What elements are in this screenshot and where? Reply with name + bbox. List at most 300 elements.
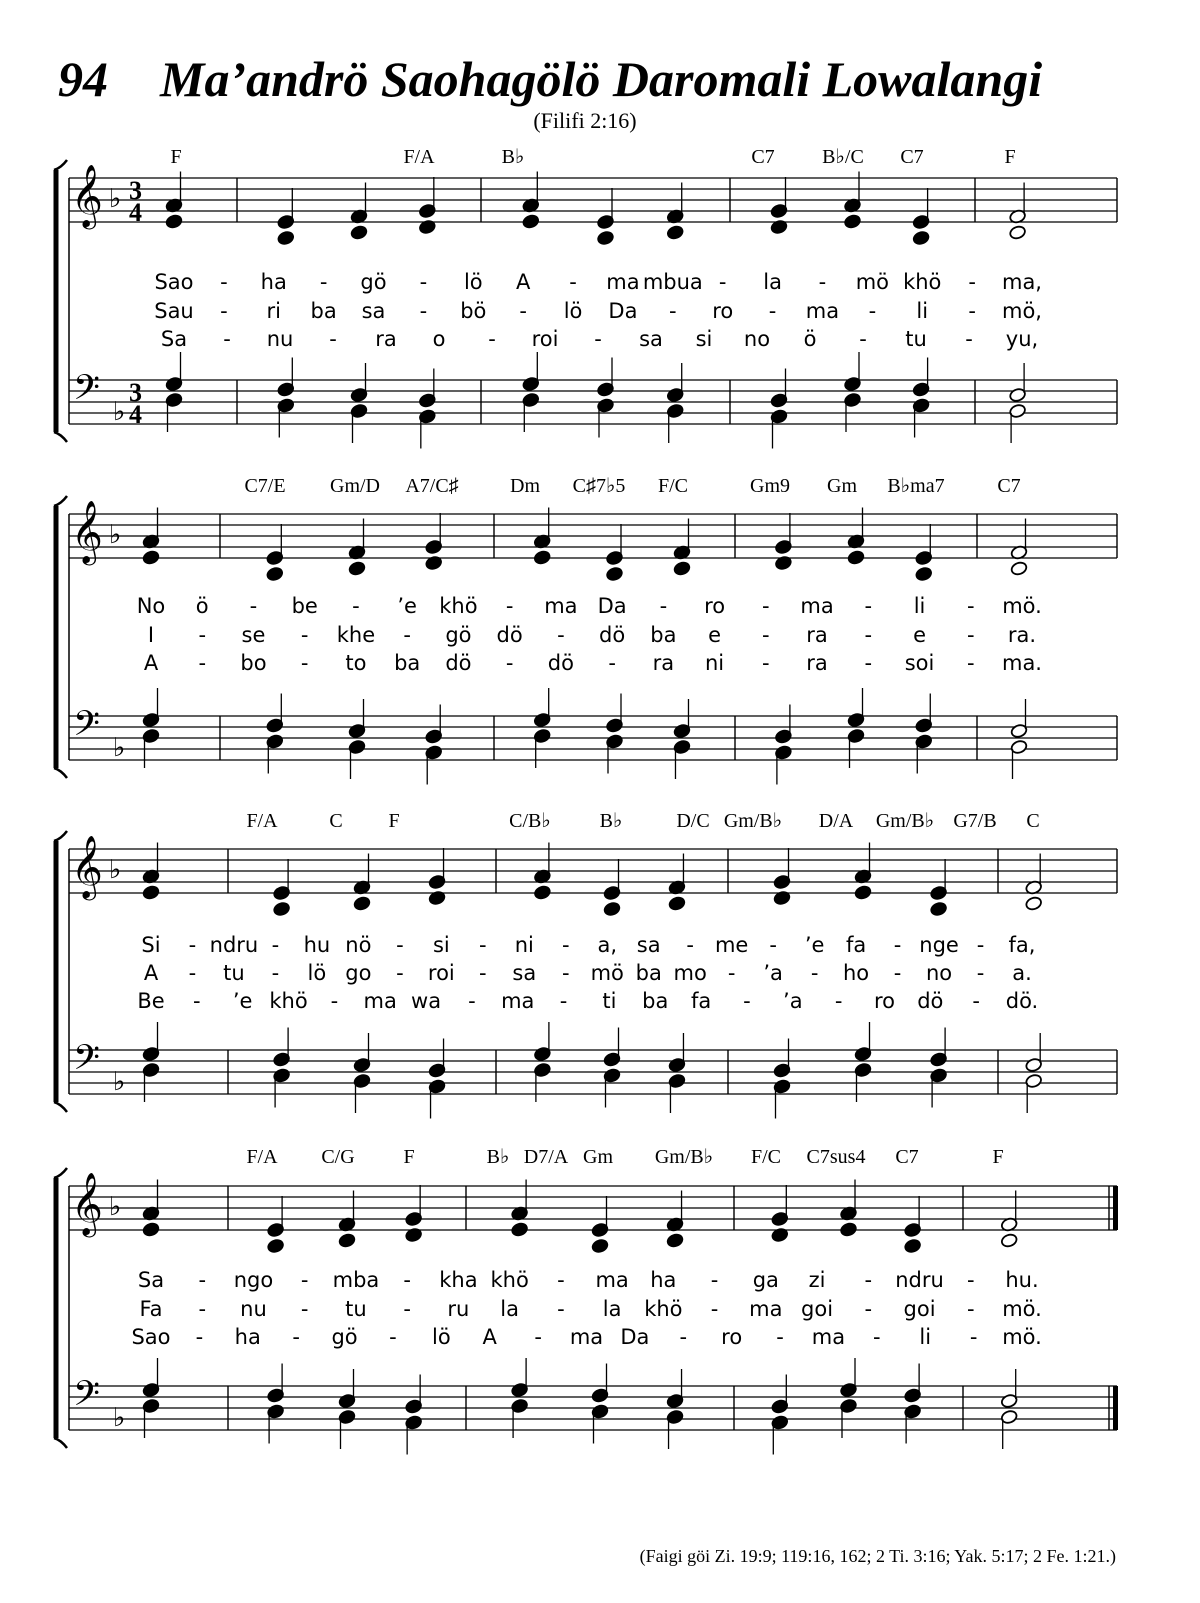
lyric-syllable: ga — [752, 1268, 779, 1292]
lyric-hyphen: - — [419, 299, 428, 323]
lyric-syllable: ha — [260, 270, 287, 294]
chord-symbol: Dm — [510, 475, 540, 497]
lyric-hyphen: - — [966, 623, 975, 647]
lyric-syllable: to — [345, 651, 367, 675]
lyric-syllable: si — [432, 933, 450, 957]
bracket-top — [54, 496, 67, 506]
chord-symbol: C/B♭ — [509, 810, 551, 832]
lyric-syllable: yu, — [1005, 327, 1039, 351]
lyric-syllable: ro — [721, 1325, 743, 1349]
lyric-hyphen: - — [769, 933, 777, 957]
lyric-syllable: ru — [447, 1297, 470, 1321]
notehead — [267, 1238, 285, 1253]
lyric-syllable: ’e — [397, 594, 417, 618]
time-signature-numerator: 3 — [129, 176, 142, 205]
flat-key-signature-icon: ♭ — [109, 184, 122, 214]
lyric-hyphen: - — [300, 651, 309, 675]
lyric-syllable: lö — [563, 299, 583, 323]
chord-symbol: A7/C♯ — [405, 475, 459, 497]
lyric-hyphen: - — [718, 270, 727, 294]
lyric-syllable: ba — [642, 989, 669, 1013]
lyric-syllable: sa — [512, 961, 537, 985]
lyric-syllable: ma, — [1001, 270, 1043, 294]
lyric-syllable: mö. — [1002, 1325, 1042, 1349]
scripture-reference: (Filifi 2:16) — [533, 108, 637, 133]
lyric-syllable: Si — [141, 933, 161, 957]
lyric-syllable: ma — [749, 1297, 783, 1321]
lyric-syllable: A — [143, 651, 159, 675]
lyric-syllable: mö. — [1002, 594, 1042, 618]
notehead — [844, 214, 862, 229]
lyric-syllable: sa — [639, 327, 663, 351]
lyric-hyphen: - — [864, 594, 873, 618]
lyric-syllable: gö — [331, 1325, 358, 1349]
lyric-hyphen: - — [292, 1325, 300, 1349]
lyric-hyphen: - — [669, 299, 677, 323]
lyric-syllable: li — [913, 594, 926, 618]
notehead — [165, 214, 183, 229]
treble-clef-icon: 𝄞 — [71, 164, 103, 227]
lyric-syllable: Da — [597, 594, 627, 618]
chord-symbol: Gm/B♭ — [875, 810, 935, 832]
lyric-hyphen: - — [968, 299, 976, 323]
lyric-syllable: mö, — [1002, 299, 1042, 323]
treble-staff — [69, 1172, 1118, 1254]
notehead — [666, 225, 684, 240]
lyric-syllable: Sao — [131, 1325, 171, 1349]
lyric-syllable: o — [432, 327, 446, 351]
lyric-syllable: se — [241, 623, 266, 647]
lyric-hyphen: - — [868, 299, 877, 323]
flat-key-signature-icon: ♭ — [113, 1403, 126, 1433]
lyric-hyphen: - — [966, 1268, 975, 1292]
lyric-hyphen: - — [864, 651, 873, 675]
bass-staff — [69, 352, 1117, 449]
lyric-syllable: go — [345, 961, 372, 985]
lyric-syllable: zi — [808, 1268, 826, 1292]
lyric-hyphen: - — [727, 961, 736, 985]
lyric-hyphen: - — [966, 594, 975, 618]
bass-clef-icon: 𝄢 — [73, 703, 101, 752]
notehead — [273, 901, 291, 916]
lyric-syllable: ma — [606, 270, 640, 294]
lyric-syllable: no — [743, 327, 771, 351]
lyric-syllable: Sao — [154, 270, 194, 294]
notehead — [142, 1222, 160, 1237]
final-barline-thick — [1113, 1386, 1118, 1430]
bracket-bottom — [54, 432, 67, 442]
lyric-syllable: sa — [361, 299, 386, 323]
lyric-hyphen: - — [319, 270, 328, 294]
lyric-hyphen: - — [873, 1325, 881, 1349]
lyric-hyphen: - — [608, 651, 616, 675]
verse-3-lyrics — [137, 989, 1038, 1013]
notehead — [847, 550, 865, 565]
lyric-hyphen: - — [864, 623, 873, 647]
lyric-syllable: roi — [427, 961, 455, 985]
notehead — [603, 901, 621, 916]
final-barline-thick — [1113, 1186, 1118, 1230]
lyric-syllable: la — [500, 1297, 519, 1321]
lyric-syllable: dö — [599, 623, 626, 647]
lyric-hyphen: - — [976, 933, 985, 957]
chord-symbol: C — [1026, 810, 1040, 832]
lyric-syllable: ra — [652, 651, 675, 675]
lyric-hyphen: - — [965, 327, 973, 351]
lyric-hyphen: - — [403, 623, 411, 647]
lyric-hyphen: - — [403, 1268, 411, 1292]
chord-symbol: C7 — [997, 475, 1021, 497]
lyric-hyphen: - — [659, 594, 668, 618]
lyric-syllable: nu — [240, 1297, 267, 1321]
chord-symbol: F/C — [750, 1146, 782, 1168]
treble-clef-icon: 𝄞 — [71, 1172, 103, 1235]
system-4 — [54, 1146, 1118, 1455]
lyric-syllable: ndru — [209, 933, 259, 957]
notehead — [912, 230, 930, 245]
lyric-hyphen: - — [403, 1297, 411, 1321]
lyric-syllable: ma — [544, 594, 578, 618]
lyric-syllable: e — [913, 623, 926, 647]
lyric-syllable: dö — [445, 651, 472, 675]
chord-symbol: C7 — [895, 1146, 919, 1168]
footer-references: (Faigi göi Zi. 19:9; 119:16, 162; 2 Ti. 3:16; Yak. 5:17; 2 Fe. 1:21.) — [639, 1546, 1116, 1566]
hymn-number: 94 — [58, 51, 108, 107]
lyric-hyphen: - — [195, 1325, 204, 1349]
bracket-top — [54, 160, 67, 170]
lyric-syllable: khö — [644, 1297, 683, 1321]
lyric-hyphen: - — [859, 327, 867, 351]
lyric-hyphen: - — [969, 1325, 978, 1349]
lyric-hyphen: - — [893, 961, 902, 985]
verse-1-lyrics — [141, 933, 1035, 957]
lyric-hyphen: - — [594, 327, 602, 351]
flat-key-signature-icon: ♭ — [113, 1067, 126, 1097]
verse-2-lyrics — [154, 299, 1042, 323]
lyric-syllable: ra — [806, 623, 828, 647]
notehead — [840, 1222, 858, 1237]
lyric-syllable: ma — [805, 299, 840, 323]
lyric-syllable: dö — [496, 623, 523, 647]
lyric-hyphen: - — [396, 961, 404, 985]
lyric-syllable: A — [515, 270, 531, 294]
lyric-hyphen: - — [389, 1325, 397, 1349]
chord-symbol: Gm/B♭ — [654, 1146, 714, 1168]
bass-clef-icon: 𝄢 — [73, 367, 101, 416]
notehead — [511, 1222, 529, 1237]
notehead — [606, 566, 624, 581]
chord-symbol: F/A — [246, 1146, 278, 1168]
lyric-syllable: dö — [547, 651, 574, 675]
lyric-syllable: no — [925, 961, 953, 985]
lyric-syllable: Da — [608, 299, 638, 323]
lyric-syllable: ba — [650, 623, 677, 647]
lyric-hyphen: - — [220, 299, 228, 323]
lyric-syllable: roi — [531, 327, 559, 351]
lyric-hyphen: - — [505, 594, 514, 618]
lyric-syllable: hu. — [1005, 1268, 1039, 1292]
lyric-syllable: a, — [597, 933, 618, 957]
lyric-syllable: fa — [690, 989, 712, 1013]
bracket-bottom — [54, 768, 67, 778]
lyric-hyphen: - — [557, 1268, 565, 1292]
lyric-hyphen: - — [271, 961, 280, 985]
lyric-syllable: tu — [223, 961, 245, 985]
notehead — [142, 885, 160, 900]
lyric-syllable: ma. — [1001, 651, 1043, 675]
notehead — [522, 214, 540, 229]
lyric-hyphen: - — [762, 623, 770, 647]
lyric-syllable: mö — [855, 270, 890, 294]
chord-symbol: C7/E — [244, 475, 286, 497]
notehead — [597, 230, 615, 245]
flat-key-signature-icon: ♭ — [109, 1192, 122, 1222]
lyric-syllable: lö — [463, 270, 483, 294]
lyric-hyphen: - — [762, 651, 770, 675]
lyric-hyphen: - — [818, 270, 827, 294]
treble-staff — [69, 500, 1117, 582]
time-signature-denominator: 4 — [129, 400, 142, 429]
lyric-syllable: mö — [590, 961, 624, 985]
chord-symbol: F — [388, 810, 400, 832]
lyric-syllable: goi — [801, 1297, 834, 1321]
lyric-syllable: la — [602, 1297, 622, 1321]
lyric-hyphen: - — [768, 299, 777, 323]
lyric-syllable: ni — [705, 651, 725, 675]
notehead — [348, 561, 366, 576]
notehead — [1000, 1233, 1018, 1248]
lyric-syllable: wa — [411, 989, 442, 1013]
lyric-syllable: Da — [620, 1325, 650, 1349]
notehead — [668, 896, 686, 911]
notehead — [533, 885, 551, 900]
lyric-syllable: ra. — [1007, 623, 1037, 647]
lyric-syllable: ro — [873, 989, 895, 1013]
lyric-hyphen: - — [198, 1297, 207, 1321]
lyric-hyphen: - — [864, 1268, 873, 1292]
lyric-syllable: ö — [803, 327, 817, 351]
lyric-syllable: ti — [602, 989, 617, 1013]
lyric-syllable: Sa — [137, 1268, 165, 1292]
chord-symbol: Gm/D — [330, 475, 380, 497]
lyric-syllable: ’e — [804, 933, 825, 957]
lyric-syllable: tu — [345, 1297, 367, 1321]
time-signature-numerator: 3 — [129, 378, 142, 407]
lyric-syllable: li — [916, 299, 929, 323]
notehead — [533, 550, 551, 565]
chord-symbol: F/C — [657, 475, 689, 497]
verse-2-lyrics — [139, 1297, 1041, 1321]
lyric-hyphen: - — [220, 270, 228, 294]
lyric-syllable: I — [147, 623, 155, 647]
lyric-syllable: e — [708, 623, 722, 647]
lyric-syllable: ro — [712, 299, 734, 323]
lyric-hyphen: - — [468, 989, 476, 1013]
lyric-hyphen: - — [198, 651, 207, 675]
system-2 — [54, 475, 1117, 785]
chord-symbol: B♭ — [486, 1146, 510, 1168]
lyric-syllable: Sa — [160, 327, 188, 351]
lyric-hyphen: - — [743, 989, 751, 1013]
lyric-syllable: ba — [635, 961, 662, 985]
bracket-bottom — [54, 1438, 67, 1448]
lyric-syllable: mbua — [642, 270, 703, 294]
lyric-hyphen: - — [488, 327, 496, 351]
lyric-syllable: ndru — [895, 1268, 944, 1292]
notehead — [854, 885, 872, 900]
chord-symbol: B♭ — [501, 146, 525, 168]
hymn-title: Ma’andrö Saohagölö Daromali Lowalangi — [160, 51, 1043, 107]
time-signature-denominator: 4 — [129, 198, 142, 227]
chord-symbol: Gm — [583, 1146, 613, 1168]
system-3 — [54, 810, 1117, 1119]
chord-symbol: F — [403, 1146, 415, 1168]
lyric-hyphen: - — [710, 1268, 719, 1292]
lyric-syllable: ma — [363, 989, 397, 1013]
chord-symbol: F/A — [403, 146, 435, 168]
lyric-syllable: A — [482, 1325, 497, 1349]
lyric-syllable: khö — [490, 1268, 529, 1292]
lyric-hyphen: - — [300, 1268, 309, 1292]
chord-symbol: F — [992, 1146, 1004, 1168]
lyric-syllable: soi — [904, 651, 935, 675]
notehead — [930, 901, 948, 916]
lyric-syllable: fa — [845, 933, 867, 957]
lyric-syllable: gö — [445, 623, 472, 647]
lyric-syllable: li — [919, 1325, 932, 1349]
chord-symbol: F — [1004, 146, 1016, 168]
lyric-hyphen: - — [188, 961, 197, 985]
notehead — [266, 566, 284, 581]
lyric-hyphen: - — [972, 989, 980, 1013]
notehead — [591, 1238, 609, 1253]
treble-staff — [69, 164, 1117, 246]
lyric-hyphen: - — [569, 270, 577, 294]
lyric-hyphen: - — [396, 933, 404, 957]
chord-symbol: Gm/B♭ — [723, 810, 783, 832]
lyric-syllable: ho — [843, 961, 870, 985]
lyric-syllable: dö. — [1005, 989, 1039, 1013]
chord-symbol: C/G — [321, 1146, 355, 1168]
lyric-hyphen: - — [776, 1325, 784, 1349]
verse-3-lyrics — [144, 651, 1042, 675]
lyric-hyphen: - — [976, 961, 985, 985]
lyric-syllable: ma — [569, 1325, 604, 1349]
lyric-syllable: ri — [266, 299, 281, 323]
chord-symbol: Gm — [827, 475, 857, 497]
chord-symbol: C7sus4 — [806, 1146, 866, 1168]
lyric-syllable: sa — [636, 933, 661, 957]
lyric-syllable: ra — [375, 327, 397, 351]
treble-clef-icon: 𝄞 — [71, 500, 103, 563]
notehead — [277, 230, 295, 245]
lyric-syllable: Be — [137, 989, 165, 1013]
chord-symbol: D/C — [676, 810, 710, 832]
lyric-syllable: ro — [704, 594, 726, 618]
lyric-syllable: ma — [501, 989, 535, 1013]
lyric-syllable: fa, — [1008, 933, 1036, 957]
lyric-syllable: dö — [917, 989, 944, 1013]
lyric-syllable: ni — [514, 933, 534, 957]
notehead — [666, 1233, 684, 1248]
flat-key-signature-icon: ♭ — [113, 733, 126, 763]
lyric-hyphen: - — [352, 594, 360, 618]
lyric-hyphen: - — [479, 961, 487, 985]
chord-symbol: F — [170, 146, 182, 168]
chord-symbol: F/A — [246, 810, 278, 832]
lyric-hyphen: - — [198, 1268, 207, 1292]
lyric-hyphen: - — [762, 594, 770, 618]
lyric-hyphen: - — [419, 270, 428, 294]
lyric-hyphen: - — [534, 1325, 542, 1349]
lyric-syllable: goi — [903, 1297, 936, 1321]
bass-clef-icon: 𝄢 — [73, 1373, 101, 1422]
lyric-syllable: khe — [336, 623, 376, 647]
bass-clef-icon: 𝄢 — [73, 1037, 101, 1086]
lyric-hyphen: - — [198, 623, 207, 647]
lyric-hyphen: - — [966, 1297, 975, 1321]
bass-staff — [69, 688, 1117, 785]
verse-3-lyrics — [131, 1325, 1041, 1349]
lyric-syllable: ’e — [232, 989, 253, 1013]
lyric-syllable: tu — [905, 327, 927, 351]
lyric-syllable: No — [136, 594, 166, 618]
lyric-syllable: Sau — [154, 299, 194, 323]
lyric-syllable: kha — [439, 1268, 478, 1292]
chord-symbol: D7/A — [523, 1146, 569, 1168]
lyric-syllable: si — [695, 327, 713, 351]
verse-2-lyrics — [148, 623, 1036, 647]
verse-1-lyrics — [154, 270, 1042, 294]
notehead — [1025, 896, 1043, 911]
lyric-hyphen: - — [561, 933, 570, 957]
lyric-syllable: nge — [919, 933, 959, 957]
flat-key-signature-icon: ♭ — [109, 855, 122, 885]
lyric-syllable: hu — [303, 933, 331, 957]
lyric-syllable: ma — [811, 1325, 846, 1349]
lyric-hyphen: - — [300, 1297, 309, 1321]
lyric-syllable: mö. — [1002, 1297, 1042, 1321]
lyric-syllable: bo — [240, 651, 267, 675]
chord-symbol: G7/B — [953, 810, 997, 832]
lyric-hyphen: - — [223, 327, 231, 351]
bracket-top — [54, 1168, 67, 1178]
verse-2-lyrics — [144, 961, 1032, 985]
lyric-syllable: la — [763, 270, 782, 294]
lyric-hyphen: - — [966, 651, 975, 675]
notehead — [915, 566, 933, 581]
lyric-syllable: me — [714, 933, 749, 957]
lyric-syllable: lö — [431, 1325, 451, 1349]
lyric-syllable: ’a — [783, 989, 803, 1013]
chord-symbol: Gm9 — [750, 475, 790, 497]
lyric-hyphen: - — [271, 933, 280, 957]
lyric-hyphen: - — [679, 1325, 688, 1349]
lyric-hyphen: - — [300, 623, 309, 647]
chord-symbol: C7 — [751, 146, 775, 168]
notehead — [338, 1233, 356, 1248]
treble-staff — [69, 835, 1117, 917]
lyric-hyphen: - — [188, 933, 197, 957]
chord-symbol: C — [329, 810, 343, 832]
lyric-hyphen: - — [893, 933, 902, 957]
verse-3-lyrics — [161, 327, 1038, 351]
lyric-syllable: bö — [460, 299, 487, 323]
lyric-hyphen: - — [249, 594, 258, 618]
lyric-syllable: gö — [360, 270, 387, 294]
lyric-syllable: ö — [195, 594, 209, 618]
bass-staff — [69, 1022, 1117, 1119]
